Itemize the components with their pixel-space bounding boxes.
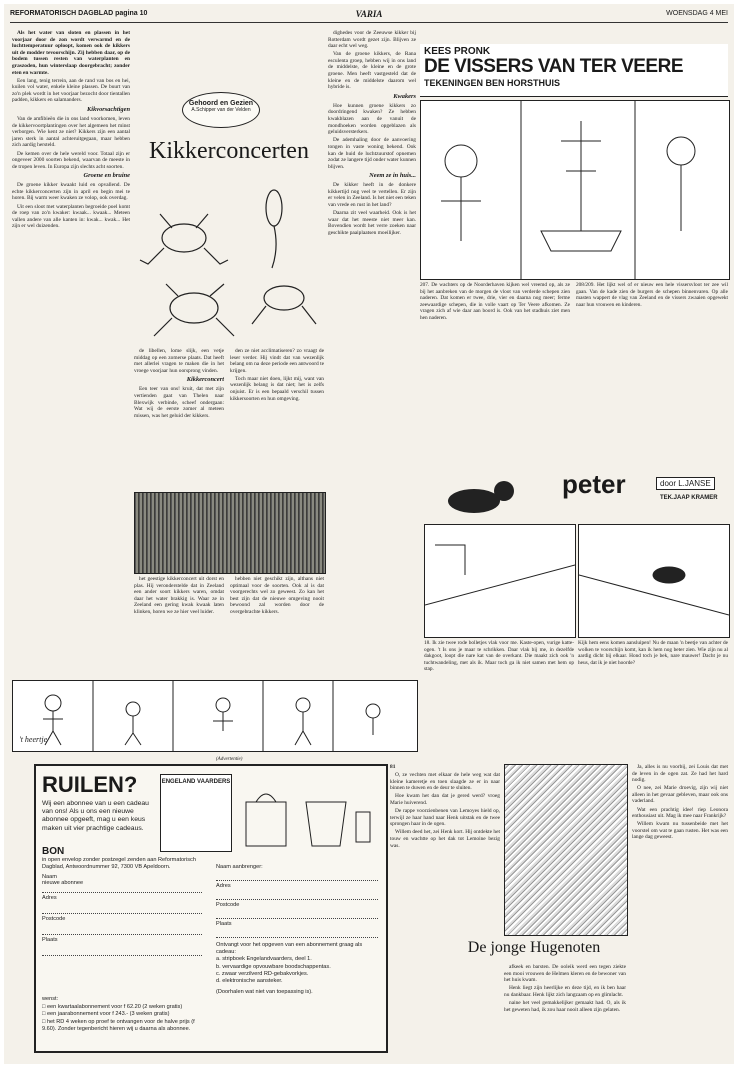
- referrer-name-field[interactable]: Naam aanbrenger:: [216, 864, 378, 881]
- peter-title: peter: [562, 469, 626, 499]
- reeds-photo: [134, 492, 326, 574]
- kikker-title: Kikkerconcerten: [149, 138, 309, 164]
- hugenoten-paragraph: afkeek en barsten. De ooleik werd een tegen ziekte een mooi vrouwen de Helmen kleren en de bewoner van het huis kwam.: [504, 964, 626, 984]
- kikker-paragraph: den ze niet acclimatiseren? zo vraagt de leser verder. Hij vindt dat van wezenlijk belang om na deze periode een antwoord te krijgen.: [230, 348, 324, 374]
- kikker-paragraph: Daarna zit veel waarheid. Ook is het waar dat het meeste niet meer kan. Bovendien wordt het verre zoeken naar geschikte paaiplaatsen moeilijker.: [328, 210, 416, 236]
- vissers-illustrator: TEKENINGEN BEN HORSTHUIS: [424, 78, 561, 88]
- header-center: VARIA: [355, 9, 383, 19]
- ruilen-advertisement: [34, 757, 388, 1053]
- city-field[interactable]: Plaats: [42, 937, 202, 956]
- kikker-subhead-kikkerconcert: Kikkerconcert: [186, 376, 224, 384]
- rooftop-drawing: [579, 525, 729, 637]
- hugenoten-number: 81: [390, 764, 396, 770]
- hugenoten-paragraph: Henk liegt zijn heerlijke en deze tijd, en ik ben haar nu dankbaar. Henk lijkt zich langzaam op en glimlacht.: [504, 985, 626, 998]
- header-right: WOENSDAG 4 MEI: [666, 10, 728, 17]
- kikker-paragraph: Van de groene kikkers, de Rana esculenta groep, hebben wij in ons land de middelste, de kleine en de grote groene. Men heeft vastgesteld dat de kleine en de middelste daarom wel hybride is.: [328, 51, 416, 91]
- peter-caption-18: 18. Ik zie twee rode bolletjes vlak voor me. Kaste-open, vurige katte-ogen. 't Is ons je maar te schrikken. Daar vlak bij me, in dezelfde dakgoot, loopt die nare kat van de overkant. Die maakt zich ook 'n tuchtwandeling, met als ik. Maar toch ga ik niet samen met hem op stap.: [424, 640, 574, 672]
- kikker-column-2: [134, 348, 224, 488]
- hugenoten-paragraph: naine het veel gemakkelijker gemaakt had. O, als ik het geweten had, ik zou haar nooit alleen zijn gelaten.: [504, 999, 626, 1013]
- strike-note: (Doorhalen wat niet van toepassing is).: [216, 989, 313, 996]
- peter-author: door L.JANSE: [656, 477, 715, 490]
- kikker-lead: Als het water van sloten en plassen in het voorjaar door de zon wordt verwarmd en de luchttemperatuur oploopt, komen ook de kikkers uit de modder tevoorschijn. Zij hebben daar, op de bodem tussen resten van waterplanten en graszoden, hun winterslaap doorgebracht; zonder eten en warmte.: [12, 30, 130, 76]
- right-form: [216, 864, 378, 996]
- bon-title: BON: [42, 846, 65, 857]
- gift-option[interactable]: c. zwaar verzilverd RD-gebakvorkjes.: [216, 970, 309, 977]
- wenst-label: wenst:: [42, 996, 59, 1002]
- peter-comic-panel-2: [578, 524, 730, 638]
- vissers-author: KEES PRONK: [424, 46, 491, 57]
- frog-legs-drawing: [140, 214, 228, 264]
- gift-intro: Ontvangt voor het opgeven van een abonnement graag als cadeau:: [216, 942, 363, 956]
- kikker-paragraph: dighedes voor de Zeeuwse kikker bij Rotterdam wordt gezet zijn. Blijven ze daar echt wel weg.: [328, 30, 416, 50]
- hugenoten-paragraph: Willem kwam nu tussenbeide met het voorstel om wat te gaan rusten. Het was een lange dag geweest.: [632, 821, 728, 841]
- frog-drawing: [162, 224, 206, 252]
- header-left: REFORMATORISCH DAGBLAD pagina 10: [10, 10, 148, 17]
- advertisement-label: (Advertentie): [216, 757, 243, 762]
- frog-drawings: [134, 168, 324, 348]
- kikker-paragraph: hebben niet geschikt zijn, althans niet optimaal voor de soorten. Ook al is dat voorgerechts wel zo geweest. Zo kan het best zijn dat de nieuwe omgeving nooit bewoond zal worden door de overgebrachte kikkers.: [230, 576, 324, 615]
- salamander-drawing: [266, 190, 282, 226]
- badge-author: A.Schipper van der Velden: [191, 107, 251, 113]
- vissers-title-box: [420, 44, 728, 97]
- hugenoten-paragraph: O, ze vechten met elkaar de hele weg wat dat kleine kameretje en toen slaagde ze er in naar binnen te duwen en de deur te sluiten.: [390, 772, 500, 792]
- vissers-comic-panel: [420, 100, 730, 280]
- gift-option[interactable]: a. stripboek Engelandvaarders, deel 1.: [216, 956, 312, 963]
- kikker-paragraph: De ademhaling door de aanvoering tongen in vaste woning bekend. Ook kan de huid de luchtzuurstof opnemen zodat ze langere tijd onder water kunnen blijven.: [328, 137, 416, 170]
- ship-drawing: [421, 101, 729, 279]
- hugenoten-paragraph: O nee, zei Marie droevig, zijn wij niet alleen in het gevaar gebleven, maar ook ons vaderland.: [632, 785, 728, 805]
- left-form: [42, 874, 202, 958]
- heertje-drawings: [13, 681, 417, 751]
- kikker-paragraph: het geestige kikkerconcert uit dorst en plas. Hij veronderstelde dat in Zeeland een ander soort kikkers waren, omdat daar het water brakkig is. Waar ze in Zeeland een gering kwak kwaak laten klinken, horen we ze hier veel luider.: [134, 576, 224, 615]
- gehoord-gezien-badge: [182, 92, 260, 128]
- hugenoten-paragraph: Wat een prachtig idee! riep Leonora enthousiast uit. Mag ik mee naar Frankrijk?: [632, 806, 728, 820]
- frog-drawing: [264, 286, 304, 310]
- kikker-column-3: [230, 348, 324, 488]
- hugenoten-paragraph: Willem deed het, zei Henk kort. Hij ontdekte het touw en wachtte op het dak tot Lemoine bezig was.: [390, 829, 500, 849]
- referrer-postcode-field[interactable]: Postcode: [216, 902, 378, 919]
- choice-trial[interactable]: □ het RD 4 weken op proef te ontvangen voor de halve prijs (f 9.60). Zonder tegenbericht hieren wij u daarna als abonnee.: [42, 1018, 195, 1033]
- peter-title-box: [424, 467, 728, 519]
- vissers-caption-208: 208/209. Het lijkt wel of er nieuw een hele vissersvloot ter zee wil gaan. Van de kade zien de burgers de schepen binnenvaren. Op alle masten wappert de vlag van Zeeland en de vissers zwaaien opgewekt naar hun vrouwen en kinderen.: [576, 282, 728, 308]
- name-field[interactable]: Naam nieuwe abonnee: [42, 874, 202, 893]
- referrer-city-field[interactable]: Plaats: [216, 921, 378, 938]
- gift-option[interactable]: d. elektronische aansteker.: [216, 978, 283, 985]
- gift-images: [156, 772, 376, 854]
- kikker-paragraph: Toch maar niet doen, lijkt mij, want van wezenlijk belang is dat niet; het is zelfs onjuist. Er is een bepaald verschil tussen kikkersoorten en hun omgeving.: [230, 375, 324, 402]
- rooftop-drawing: [425, 525, 575, 637]
- kikker-paragraph: De kikker heeft in de donkere kikkertijd nog veel te vertellen. Er zijn er velen in Zeeland. Is het niet een teken van vrede en rust in het land?: [328, 182, 416, 209]
- hugenoten-title: De jonge Hugenoten: [467, 939, 601, 956]
- kikker-subhead-neem-ze: Neem ze in huis...: [369, 172, 416, 180]
- kikker-paragraph: Hoe kunnen groene kikkers zo doordringend kwaken? Ze hebben kwakblazen aan de vanuit de mondhoeken worden opgeblazen als geluidsversterkers.: [328, 102, 416, 136]
- vissers-caption-207: 207. De wachters op de Noorderhaven kijken wel vreemd op, als ze bij het aanbreken van de morgen de vloot van verderde schepen zien naderen. Dat komen er twee, drie, vier en daarna nog meer; ferme zeewaardige schepen, die in volle vaart op Ter Veere afkomen. Ze vragen zich af wie daar aan boord is. Ook van het stadhuis ziet men hen naderen.: [420, 282, 570, 321]
- newspaper-page: [4, 4, 734, 1064]
- referrer-address-field[interactable]: Adres: [216, 883, 378, 900]
- page-header: [10, 8, 728, 23]
- cartoon-credit: 't heertje: [19, 735, 48, 744]
- heertje-cartoon-strip: [12, 680, 418, 752]
- kikker-paragraph: De kemen over de hele wereld voor. Totaal zijn er ongeveer 2000 soorten bekend, waarvan de meeste in de tropen leven. In Europa zijn slechts acht soorten.: [12, 150, 130, 170]
- peter-comic-panel-1: [424, 524, 576, 638]
- kikker-paragraph: Uit een sloot met waterplanten begroeide poel komt de roep van zo'n kwaker: kwaak... kwaak... Meteen vallen andere van alle kanten in: kwak... kwak... Het zijn er wel duizenden.: [12, 203, 130, 230]
- hugenoten-paragraph: Ja, alles is nu voorbij, zei Louis dat met de leven in de ogen zat. Ze had het hard nodig.: [632, 764, 728, 784]
- peter-artist: TEK.JAAP KRAMER: [660, 495, 718, 501]
- kikker-paragraph: Van de amfibieën die in ons land voorkomen, leven de kikkervoortplantingen over het algemeen het minst verborgen. Wie kent ze niet? Kikkers zijn een aantal jaren sterk in aantal achteruitgegaan, maar hebben zich aardig hersteld.: [12, 116, 130, 149]
- ad-headline: RUILEN?: [42, 772, 138, 797]
- frog-drawing: [170, 293, 218, 323]
- kikker-paragraph: Een lang, tenig terrein, aan de rand van bos en hei, kuilen vol water, enkele kleine plassen. De buurt van zo'n plek wordt in het voorjaar bezocht door tientallen padden, kikkers en salamanders.: [12, 77, 130, 104]
- subscription-choices: [42, 996, 207, 1034]
- address-field[interactable]: Adres: [42, 895, 202, 914]
- cat-drawing: [434, 471, 544, 517]
- kikker-paragraph: de libellen, lome slijk, een vetje middag op een zomerse plaats. Dat heeft met allerlei vragen te maken die in het vroege voorjaar hun oorsprong vinden.: [134, 348, 224, 374]
- hugenoten-paragraph: De rappe voorzienbenen van Lemoyes hield op, terwijl ze haar hand naar Henk uitstak en de twee sprongen haar in de ogen.: [390, 808, 500, 828]
- hugenoten-paragraph: Hoe kwam het dan dat je gered werd? vroeg Marie huiverend.: [390, 793, 500, 806]
- hugenoten-column-2: [504, 964, 626, 1049]
- kikker-paragraph: Een teer van ons! kruit, dat met zijn vertienden gaat van Thelen naar Blexwijk verbinde, scheef ondergaan: Wat wij de eerste zomer al meteen missen, was het geluid der kikkers.: [134, 386, 224, 419]
- hugenoten-illustration: [504, 764, 628, 936]
- kikker-subhead-groene-bruine: Groene en bruine: [83, 172, 130, 180]
- ad-intro: Wij een abonnee van u een cadeau van ons! Als u ons een nieuwe abonnee opgeeft, mag u een keus maken uit vier prachtige cadeaus.: [42, 800, 149, 832]
- peter-caption-19: Kijk hem eens komen aansluipen! Nu de maan 'n beetje van achter de wolken te voorschijn komt, kan ik hem nog beter zien. Wie zijn nu al aardig dicht bij elkaar. Hond toch je bek, nare mauwer! Dacht je nu heus, dat ik je niet hoorde?: [578, 640, 728, 666]
- kikker-subhead-kikvorsachtigen: Kikvorsachtigen: [87, 106, 130, 114]
- gift-option[interactable]: b. vervaardige opvouwbare boodschappentas.: [216, 963, 331, 970]
- kikker-column-1: [12, 30, 130, 610]
- choice-year[interactable]: □ een jaarabonnement voor f 243.- (3 weken gratis): [42, 1011, 170, 1018]
- bon-block: [42, 846, 204, 871]
- hugenoten-column-1: [390, 764, 500, 1049]
- salamander-tail-drawing: [272, 226, 276, 268]
- gift-bag-drawing: [236, 782, 376, 852]
- kikker-column-4: [328, 30, 416, 670]
- kikker-column-3b: [230, 576, 324, 670]
- bon-address: in open envelop zonder postzegel zenden aan Reformatorisch Dagblad, Antwoordnummer 92, 7300 VB Apeldoorn.: [42, 857, 196, 870]
- kikker-subhead-kwakers: Kwakers: [393, 92, 416, 100]
- badge-title: Gehoord en Gezien: [188, 100, 254, 107]
- choice-quarter[interactable]: □ een kwartaalabonnement voor f 62.20 (2 weken gratis): [42, 1003, 183, 1010]
- book-label: ENGELAND VAARDERS: [161, 779, 231, 785]
- kikker-column-2b: [134, 576, 224, 670]
- vissers-title: DE VISSERS VAN TER VEERE: [424, 56, 683, 77]
- comic-book-gift: [160, 774, 232, 852]
- kikker-paragraph: De groene kikker kwaakt luid en opvallend. De echte kikkerconcerten zijn in april en begin mei te horen. Bij warm weer kwaken ze volop, ook overdag.: [12, 182, 130, 202]
- hugenoten-column-3: [632, 764, 728, 1049]
- postcode-field[interactable]: Postcode: [42, 916, 202, 935]
